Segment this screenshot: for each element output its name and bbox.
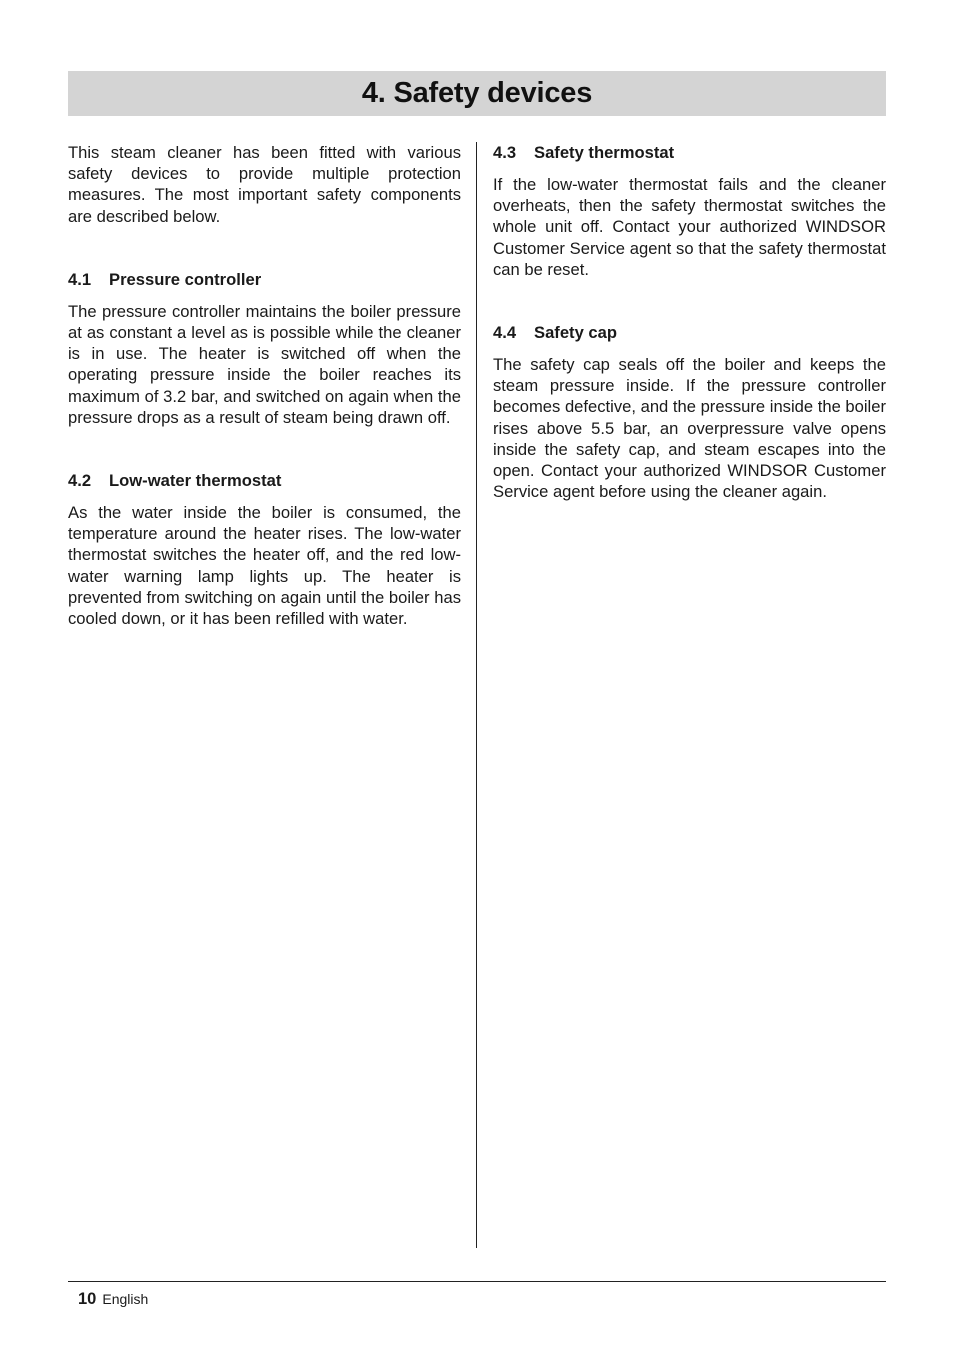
section-pressure-controller <box>68 269 461 428</box>
right-column <box>493 142 886 502</box>
section-title: Pressure controller <box>109 269 262 289</box>
section-safety-cap <box>493 322 886 502</box>
section-title: Safety cap <box>534 323 618 343</box>
column-divider <box>476 142 477 1248</box>
section-body: The safety cap seals off the boiler and keeps the steam pressure inside. If the pressure controller becomes defective, and the pressure inside the boiler rises above 5.5 bar, an overpressure valve opens inside the safety cap, and steam escapes into the open. Contact your authorized WINDSOR Customer Service agent before using the cleaner again. <box>493 355 886 502</box>
section-body: If the low-water thermostat fails and the cleaner overheats, then the safety thermostat switches the whole unit off. Contact your authorized WINDSOR Customer Service agent so that the safety thermostat can be reset. <box>493 175 886 279</box>
section-title: Low-water thermostat <box>109 471 282 491</box>
footer-language: English <box>102 1291 149 1307</box>
section-body: As the water inside the boiler is consumed, the temperature around the heater rises. The low-water thermostat switches the heater off, and the red low-water warning lamp lights up. The heater is prevented from switching on again until the boiler has cooled down, or it has been refilled with water. <box>68 503 461 629</box>
section-number: 4.4 <box>493 323 517 343</box>
page-number: 10 <box>78 1290 97 1308</box>
section-heading <box>68 470 461 491</box>
section-title: Safety thermostat <box>534 143 675 162</box>
section-number: 4.1 <box>68 269 92 289</box>
left-column <box>68 142 461 629</box>
footer-rule <box>68 1281 886 1282</box>
title-bar <box>68 71 886 116</box>
section-body: The pressure controller maintains the boiler pressure at as constant a level as is possible while the cleaner is in use. The heater is switched off when the operating pressure inside the boiler reaches its maximum of 3.2 bar, and switched on again when the pressure drops as a result of steam being drawn off. <box>68 301 461 427</box>
section-heading <box>68 269 461 290</box>
section-number: 4.3 <box>493 143 517 162</box>
page-title: 4. Safety devices <box>361 77 593 109</box>
intro-paragraph: This steam cleaner has been fitted with various safety devices to provide multiple protection measures. The most important safety components are described below. <box>68 143 461 226</box>
section-heading <box>493 322 886 343</box>
page-footer <box>78 1289 148 1309</box>
section-safety-thermostat <box>493 142 886 280</box>
section-number: 4.2 <box>68 471 92 491</box>
section-low-water-thermostat <box>68 470 461 629</box>
section-heading <box>493 142 886 163</box>
